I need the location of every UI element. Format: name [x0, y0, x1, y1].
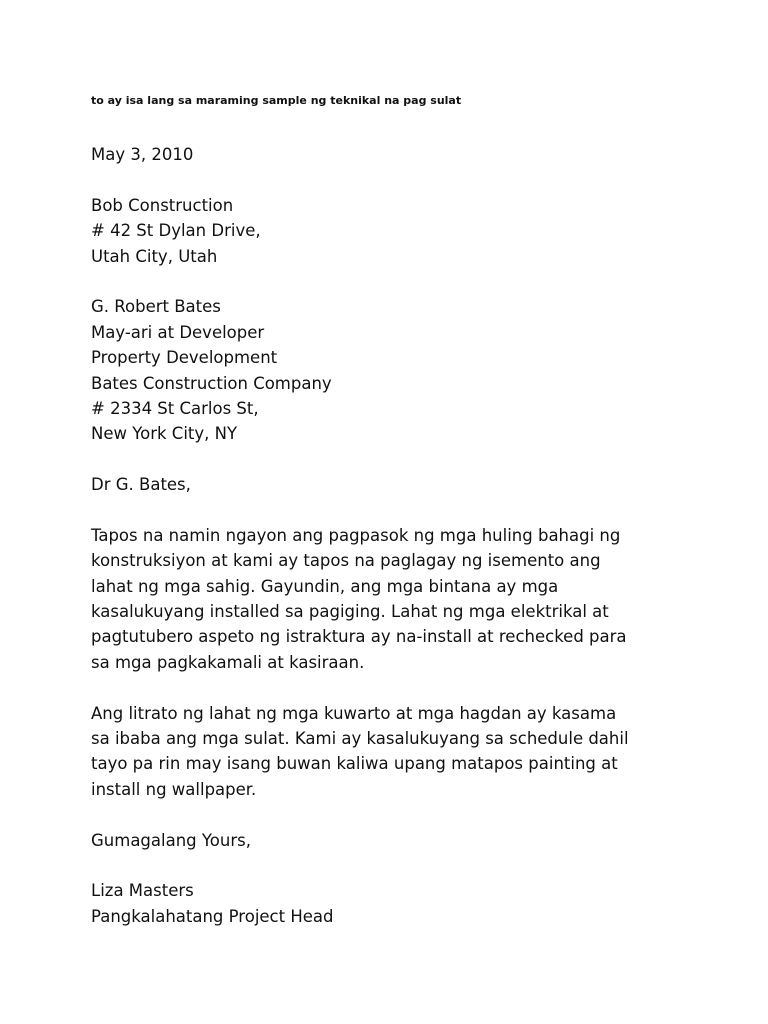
paragraph-line: lahat ng mga sahig. Gayundin, ang mga bintana ay mga — [91, 576, 559, 596]
paragraph-line: konstruksiyon at kami ay tapos na paglagay ng isemento ang — [91, 551, 601, 571]
sender-address-line: # 42 St Dylan Drive, — [91, 221, 261, 241]
recipient-address-line: Bates Construction Company — [91, 373, 332, 393]
recipient-address-line: May-ari at Developer — [91, 322, 265, 342]
sender-address-line: Bob Construction — [91, 195, 234, 215]
paragraph-line: Tapos na namin ngayon ang pagpasok ng mga huling bahagi ng — [91, 525, 621, 545]
header-note: to ay isa lang sa maraming sample ng teknikal na pag sulat — [91, 94, 462, 107]
recipient-address-line: G. Robert Bates — [91, 297, 221, 317]
paragraph-line: sa ibaba ang mga sulat. Kami ay kasalukuyang sa schedule dahil — [91, 728, 629, 748]
recipient-address — [91, 294, 691, 446]
closing: Gumagalang Yours, — [91, 830, 251, 850]
signature-name: Liza Masters — [91, 881, 194, 901]
spacer — [91, 167, 691, 192]
recipient-address-line: # 2334 St Carlos St, — [91, 398, 259, 418]
paragraph-line: install ng wallpaper. — [91, 779, 257, 799]
signature-title: Pangkalahatang Project Head — [91, 906, 334, 926]
paragraph-line: sa mga pagkakamali at kasiraan. — [91, 652, 365, 672]
spacer — [91, 853, 691, 878]
spacer — [91, 447, 691, 472]
letter-body — [91, 142, 691, 929]
recipient-address-line: New York City, NY — [91, 424, 238, 444]
paragraph-line: tayo pa rin may isang buwan kaliwa upang matapos painting at — [91, 754, 618, 774]
sender-address-line: Utah City, Utah — [91, 246, 218, 266]
signature-block — [91, 878, 691, 929]
spacer — [91, 269, 691, 294]
spacer — [91, 497, 691, 522]
sender-address — [91, 193, 691, 269]
recipient-address-line: Property Development — [91, 348, 278, 368]
paragraph-one — [91, 523, 691, 675]
spacer — [91, 802, 691, 827]
salutation: Dr G. Bates, — [91, 475, 191, 495]
paragraph-line: pagtutubero aspeto ng istraktura ay na-install at rechecked para — [91, 627, 627, 647]
letter-date: May 3, 2010 — [91, 145, 194, 164]
spacer — [91, 675, 691, 700]
paragraph-line: kasalukuyang installed sa pagiging. Lahat ng mga elektrikal at — [91, 602, 609, 622]
paragraph-line: Ang litrato ng lahat ng mga kuwarto at mga hagdan ay kasama — [91, 703, 617, 723]
paragraph-two — [91, 701, 691, 803]
